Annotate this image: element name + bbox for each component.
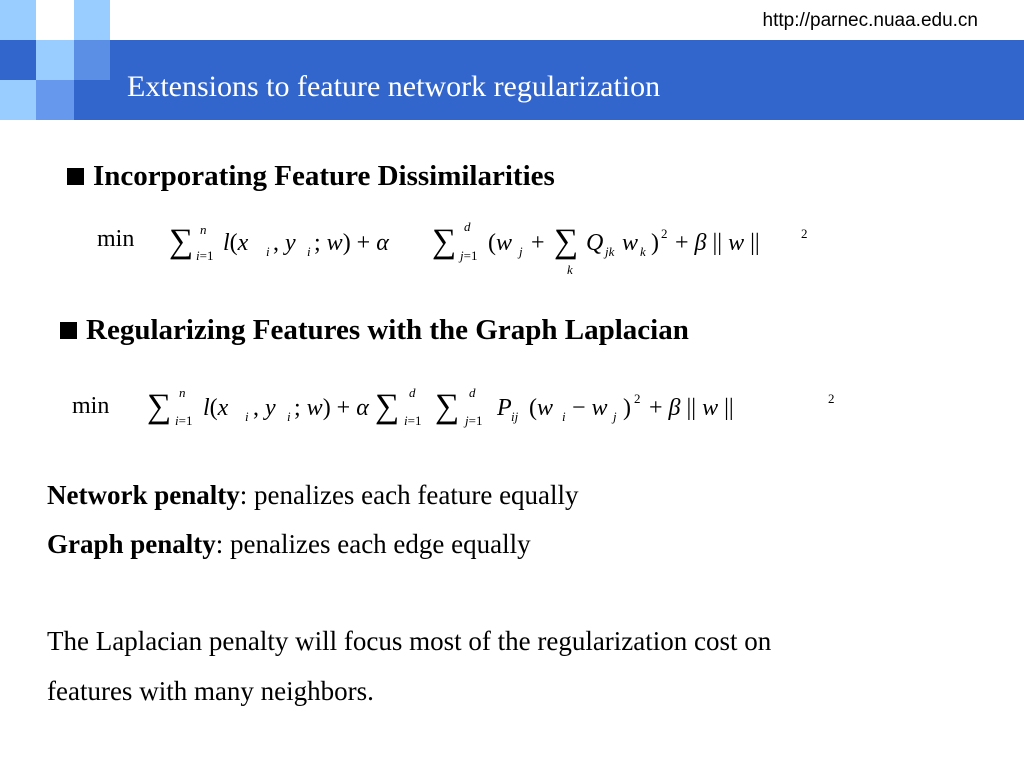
graph-penalty-line <box>47 529 531 560</box>
decor-square <box>0 80 36 120</box>
svg-text:∑: ∑ <box>147 388 172 425</box>
decor-square <box>36 80 74 120</box>
svg-text:l(x: l(x <box>203 395 229 421</box>
svg-text:i: i <box>245 409 249 424</box>
heading-text: Incorporating Feature Dissimilarities <box>93 160 555 192</box>
svg-text:j: j <box>613 409 617 424</box>
heading-text: Regularizing Features with the Graph Laplacian <box>86 314 689 346</box>
slide-title: Extensions to feature network regularization <box>127 70 661 103</box>
min-label: min <box>97 226 135 252</box>
svg-text:i: i <box>562 409 566 424</box>
svg-text:d: d <box>469 385 476 400</box>
svg-text:w: w <box>622 230 639 256</box>
svg-text:2: 2 <box>661 226 668 241</box>
svg-text:, y: , y <box>253 395 276 421</box>
svg-text:2: 2 <box>634 391 641 406</box>
svg-text:∑: ∑ <box>375 388 400 425</box>
conclusion-line-1: The Laplacian penalty will focus most of the regularization cost on <box>47 626 772 656</box>
graph-penalty-desc: : penalizes each edge equally <box>215 529 531 559</box>
svg-text:Q: Q <box>586 230 604 256</box>
svg-text:∑: ∑ <box>169 223 194 260</box>
svg-text:+ β || w ||: + β || w || <box>649 395 734 421</box>
svg-text:n: n <box>179 385 186 400</box>
svg-text:; w) + α: ; w) + α <box>314 230 389 256</box>
svg-text:l(x: l(x <box>223 230 249 256</box>
equation-laplacian <box>147 383 835 439</box>
svg-text:+: + <box>531 230 545 256</box>
svg-text:2: 2 <box>801 226 808 241</box>
svg-text:i: i <box>287 409 291 424</box>
bullet-icon <box>60 322 77 339</box>
min-label: min <box>72 393 110 419</box>
section-heading-dissimilarities <box>67 160 555 193</box>
bullet-icon <box>67 168 84 185</box>
svg-text:k: k <box>640 244 646 259</box>
svg-text:j=1: j=1 <box>465 413 483 428</box>
svg-text:n: n <box>200 222 207 237</box>
svg-text:P: P <box>497 395 512 421</box>
conclusion-line-2: features with many neighbors. <box>47 676 374 706</box>
svg-text:∑: ∑ <box>435 388 460 425</box>
decor-square <box>74 0 110 40</box>
svg-text:jk: jk <box>605 244 615 259</box>
decor-square <box>74 40 110 80</box>
svg-text:; w) + α: ; w) + α <box>294 395 369 421</box>
svg-text:): ) <box>623 395 631 421</box>
formula-dissimilarities <box>97 219 808 282</box>
section-heading-laplacian <box>60 314 689 347</box>
equation-dissimilarities <box>169 219 808 282</box>
svg-text:(w: (w <box>488 230 513 256</box>
svg-text:d: d <box>409 385 416 400</box>
svg-text:j=1: j=1 <box>460 248 478 263</box>
source-url: http://parnec.nuaa.edu.cn <box>762 10 978 31</box>
svg-text:+ β || w ||: + β || w || <box>675 230 760 256</box>
network-penalty-term: Network penalty <box>47 480 240 510</box>
svg-text:, y: , y <box>273 230 296 256</box>
network-penalty-line <box>47 480 579 511</box>
svg-text:j: j <box>519 244 523 259</box>
svg-text:2: 2 <box>828 391 835 406</box>
svg-text:i=1: i=1 <box>175 413 193 428</box>
svg-text:− w: − w <box>572 395 608 421</box>
svg-text:i=1: i=1 <box>404 413 422 428</box>
network-penalty-desc: : penalizes each feature equally <box>239 480 579 510</box>
svg-text:∑: ∑ <box>432 223 457 260</box>
svg-text:∑: ∑ <box>554 223 579 260</box>
svg-text:i=1: i=1 <box>196 248 214 263</box>
formula-laplacian <box>72 385 835 439</box>
decor-square <box>0 0 36 40</box>
svg-text:ij: ij <box>511 409 519 424</box>
svg-text:(w: (w <box>529 395 554 421</box>
graph-penalty-term: Graph penalty <box>47 529 216 559</box>
svg-text:): ) <box>651 230 659 256</box>
svg-text:i: i <box>266 244 270 259</box>
svg-text:d: d <box>464 219 471 234</box>
decor-square <box>36 40 74 80</box>
svg-text:k: k <box>567 262 573 277</box>
svg-text:i: i <box>307 244 311 259</box>
